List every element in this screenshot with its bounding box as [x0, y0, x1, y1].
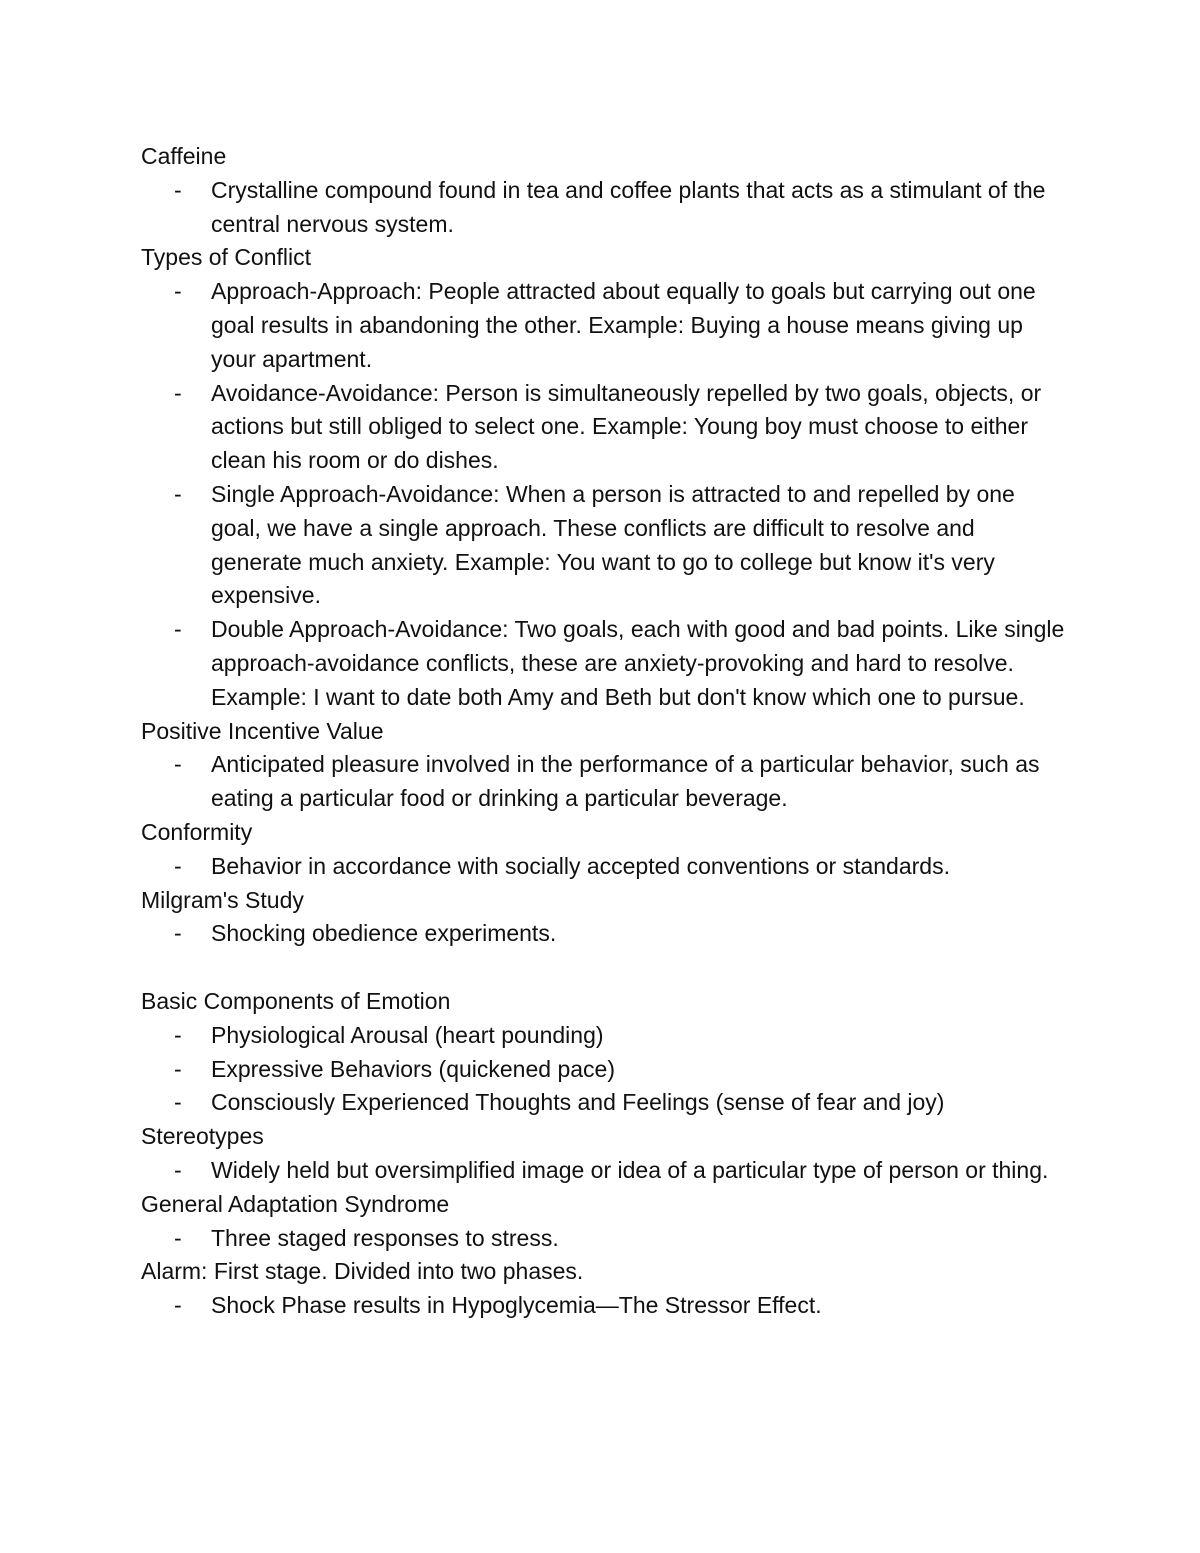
term-heading: General Adaptation Syndrome: [141, 1190, 450, 1217]
section-conformity: [141, 816, 1081, 884]
bullet-item: [141, 1222, 1081, 1256]
bullet-item: [141, 613, 1081, 714]
section-alarm: [141, 1255, 1081, 1323]
term-heading: Caffeine: [141, 143, 227, 169]
bullet-dash: -: [174, 1055, 182, 1082]
bullet-dash: -: [174, 616, 182, 643]
term-heading: Positive Incentive Value: [141, 717, 384, 744]
bullet-text: Anticipated pleasure involved in the performance of a particular behavior, such as eating a particular food or drinking a particular beverage.: [211, 751, 1040, 812]
term-heading: Milgram's Study: [141, 886, 304, 913]
bullet-dash: -: [174, 176, 182, 203]
section-basic-components-of-emotion: [141, 985, 1081, 1120]
bullet-list: [141, 917, 1081, 951]
bullet-text: Expressive Behaviors (quickened pace): [211, 1055, 615, 1082]
term-heading: Basic Components of Emotion: [141, 987, 451, 1014]
bullet-text: Physiological Arousal (heart pounding): [211, 1021, 604, 1048]
section-positive-incentive-value: [141, 715, 1081, 816]
bullet-item: [141, 748, 1081, 816]
bullet-list: [141, 1154, 1081, 1188]
bullet-item: [141, 1086, 1081, 1120]
bullet-list: [141, 1222, 1081, 1256]
bullet-item: [141, 850, 1081, 884]
term-heading: Types of Conflict: [141, 244, 312, 271]
blank-line: [141, 951, 1081, 985]
bullet-text: Shock Phase results in Hypoglycemia—The Stressor Effect.: [211, 1292, 822, 1319]
bullet-dash: -: [174, 278, 182, 305]
bullet-dash: -: [174, 480, 182, 507]
bullet-dash: -: [174, 1224, 182, 1251]
bullet-text: Crystalline compound found in tea and coffee plants that acts as a stimulant of the central nervous system.: [211, 176, 1046, 237]
section-general-adaptation-syndrome: [141, 1188, 1081, 1256]
bullet-dash: -: [174, 751, 182, 778]
document-page: [141, 140, 1081, 1323]
bullet-item: [141, 478, 1081, 613]
bullet-dash: -: [174, 920, 182, 947]
bullet-dash: -: [174, 852, 182, 879]
bullet-item: [141, 1053, 1081, 1087]
bullet-list: [141, 850, 1081, 884]
bullet-list: [141, 275, 1081, 714]
bullet-item: [141, 275, 1081, 376]
bullet-item: [141, 1154, 1081, 1188]
bullet-text: Consciously Experienced Thoughts and Feelings (sense of fear and joy): [211, 1089, 945, 1116]
section-milgrams-study: [141, 884, 1081, 952]
bullet-text: Double Approach-Avoidance: Two goals, each with good and bad points. Like single approach-avoidance conflicts, these are anxiety-provoking and hard to resolve. Example: I want to date both Amy and Beth but don't know which one to pursue.: [211, 616, 1065, 710]
bullet-dash: -: [174, 1156, 182, 1183]
bullet-list: [141, 748, 1081, 816]
bullet-text: Shocking obedience experiments.: [211, 920, 557, 947]
bullet-item: [141, 917, 1081, 951]
bullet-text: Single Approach-Avoidance: When a person is attracted to and repelled by one goal, we have a single approach. These conflicts are difficult to resolve and generate much anxiety. Example: You want to go to college but know it's very expensive.: [211, 480, 1015, 609]
bullet-text: Approach-Approach: People attracted about equally to goals but carrying out one goal results in abandoning the other. Example: Buying a house means giving up your apartment.: [211, 278, 1036, 372]
bullet-item: [141, 1289, 1081, 1323]
term-heading: Conformity: [141, 818, 253, 845]
bullet-item: [141, 377, 1081, 478]
bullet-dash: -: [174, 1292, 182, 1319]
bullet-list: [141, 1289, 1081, 1323]
bullet-dash: -: [174, 1089, 182, 1116]
bullet-text: Behavior in accordance with socially accepted conventions or standards.: [211, 852, 950, 879]
section-types-of-conflict: [141, 241, 1081, 714]
section-stereotypes: [141, 1120, 1081, 1188]
term-heading: Alarm: First stage. Divided into two phases.: [141, 1258, 584, 1285]
bullet-dash: -: [174, 1021, 182, 1048]
bullet-list: [141, 174, 1081, 242]
bullet-dash: -: [174, 379, 182, 406]
bullet-text: Three staged responses to stress.: [211, 1224, 559, 1251]
section-caffeine: [141, 140, 1081, 241]
bullet-item: [141, 1019, 1081, 1053]
bullet-item: [141, 174, 1081, 242]
bullet-text: Avoidance-Avoidance: Person is simultaneously repelled by two goals, objects, or actions but still obliged to select one. Example: Young boy must choose to either clean his room or do dishes.: [211, 379, 1042, 474]
bullet-list: [141, 1019, 1081, 1120]
bullet-text: Widely held but oversimplified image or idea of a particular type of person or thing.: [211, 1156, 1049, 1183]
term-heading: Stereotypes: [141, 1123, 264, 1150]
